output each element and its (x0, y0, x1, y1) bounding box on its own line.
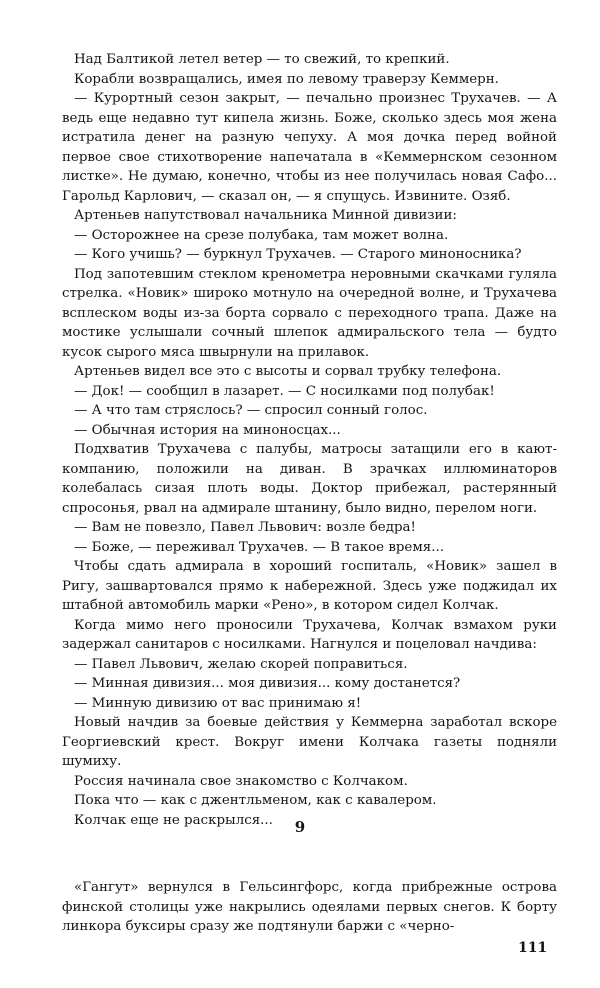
paragraph: — Обычная история на миноносцах... (74, 422, 341, 438)
paragraph: — Минная дивизия... моя дивизия... кому достанется? (74, 676, 461, 691)
paragraph: — Боже, — переживал Трухачев. — В такое время... (74, 539, 444, 555)
paragraph: — А что там стряслось? — спросил сонный голос. (74, 403, 428, 418)
paragraph: — Курортный сезон закрыт, — печально произнес Трухачев. — А ведь еще недавно тут кипела жизнь. Боже, сколько здесь моя жена истратила денег на разную чепуху. А моя дочка перед войной первое свое стихотворение напечатала в «Кеммернском сезонном листке». Не думаю, конечно, чтобы из нее получилась новая Сафо... Гарольд Карлович, — сказал он, — я спущусь. Извините. Озяб. (62, 91, 557, 204)
paragraph: — Павел Львович, желаю скорей поправиться. (74, 656, 408, 672)
paragraph: — Вам не повезло, Павел Львович: возле бедра! (74, 520, 416, 535)
paragraph: Корабли возвращались, имея по левому траверзу Кеммерн. (74, 71, 499, 87)
paragraph: Колчак еще не раскрылся... (74, 812, 273, 828)
paragraph: Артеньев напутствовал начальника Минной дивизии: (74, 208, 457, 223)
paragraph: Новый начдив за боевые действия у Кеммерна заработал вскоре Георгиевский крест. Вокруг имени Колчака газеты подняли шумиху. (62, 715, 557, 769)
paragraph: Когда мимо него проносили Трухачева, Колчак взмахом руки задержал санитаров с носилками. Нагнулся и поцеловал начдива: (62, 617, 557, 652)
paragraph: Россия начинала свое знакомство с Колчаком. (74, 773, 408, 789)
chapter-number: 9 (294, 818, 306, 836)
page-number: 111 (518, 940, 548, 956)
paragraph: Чтобы сдать адмирала в хороший госпиталь, «Новик» зашел в Ригу, зашвартовался прямо к набережной. Здесь уже поджидал их штабной автомобиль марки «Рено», в котором сидел Колчак. (62, 559, 557, 613)
paragraph: — Осторожнее на срезе полубака, там может волна. (74, 227, 449, 243)
paragraph: Под запотевшим стеклом кренометра неровными скачками гуляла стрелка. «Новик» широко мотнуло на очередной волне, и Трухачева всплеском воды из-за борта сорвало с переходного трапа. Даже на мостике услышали сочный шлепок адмиральского тела — будто кусок сырого мяса швырнули на прилавок. (62, 266, 557, 360)
paragraph: Над Балтикой летел ветер — то свежий, то крепкий. (74, 52, 450, 67)
main-text (62, 50, 557, 830)
chapter-text (62, 878, 557, 937)
paragraph: Подхватив Трухачева с палубы, матросы затащили его в кают-компанию, положили на диван. В зрачках иллюминаторов колебалась сизая плоть воды. Доктор прибежал, растерянный спросонья, рвал на адмирале штанину, было видно, перелом ноги. (62, 442, 557, 516)
paragraph: «Гангут» вернулся в Гельсингфорс, когда прибрежные острова финской столицы уже накрылись одеялами первых снегов. К борту линкора буксиры сразу же подтянули баржи с «черно- (62, 880, 557, 934)
paragraph: — Минную дивизию от вас принимаю я! (74, 695, 362, 711)
paragraph: Пока что — как с джентльменом, как с кавалером. (74, 793, 437, 808)
paragraph: — Кого учишь? — буркнул Трухачев. — Старого миноносника? (74, 247, 522, 262)
paragraph: Артеньев видел все это с высоты и сорвал трубку телефона. (74, 364, 502, 379)
paragraph: — Док! — сообщил в лазарет. — С носилками под полубак! (74, 383, 495, 399)
